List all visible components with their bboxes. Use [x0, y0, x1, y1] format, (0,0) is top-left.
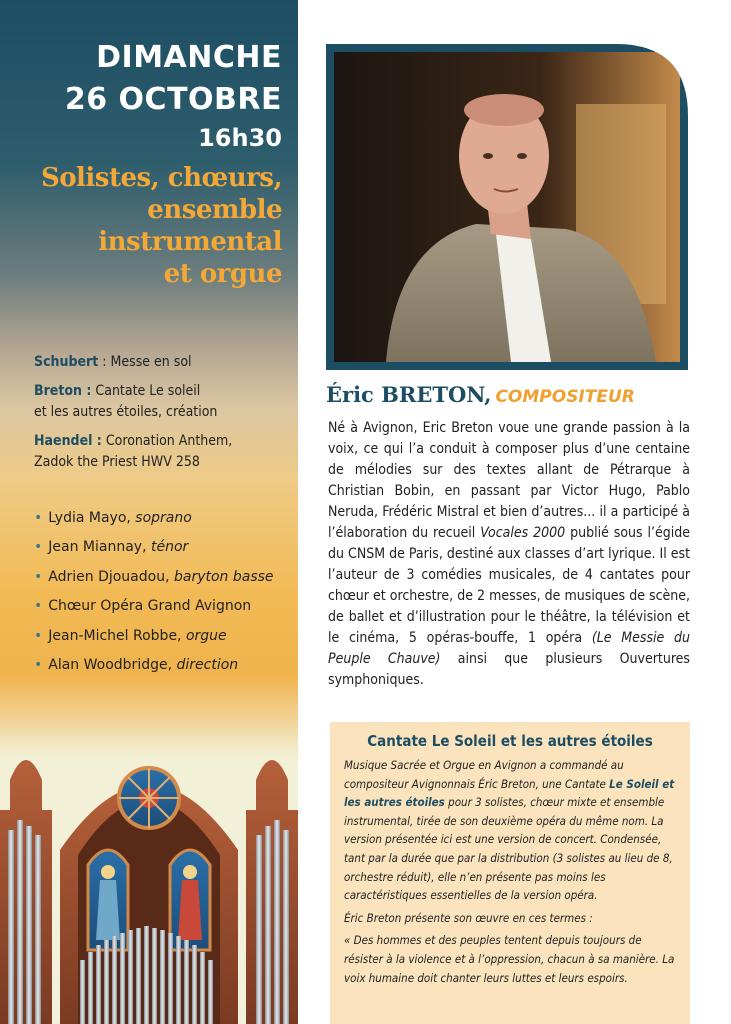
performer-role: soprano [135, 510, 192, 526]
bullet-icon: • [34, 510, 43, 526]
event-time: 16h30 [198, 124, 282, 152]
performer-name: Alan Woodbridge, [48, 656, 177, 673]
bio-text: ainsi que plusieurs Ouvertures symphoniques. [328, 651, 690, 688]
left-column [0, 0, 298, 1024]
cantata-info-box [330, 722, 690, 1024]
event-subtitle [2, 162, 282, 290]
composer-portrait [326, 44, 688, 370]
program-work: Messe en sol [110, 354, 192, 370]
program-work: Cantate Le soleil [95, 383, 201, 399]
subtitle-line: ensemble [147, 195, 282, 225]
box-text: pour 3 solistes, chœur mixte et ensemble instrumental, tirée de son deuxième opéra du même nom. La version présentée ici est une version de concert. Condensée, tant par la durée que par la distribution (3 solistes au lieu de 8, orchestre réduit), elle n’en présente pas moins les caractéristiques essentielles de la version opéra. [344, 795, 673, 903]
composer-name: Éric BRETON, [326, 382, 492, 407]
bullet-icon: • [34, 627, 43, 644]
box-title: Cantate Le Soleil et les autres étoiles [367, 732, 653, 750]
program-item [34, 431, 284, 473]
program-work: Coronation Anthem, [105, 433, 233, 449]
performer-name: Jean Miannay, [48, 539, 151, 556]
box-paragraph: « Des hommes et des peuples tentent depuis toujours de résister à la violence et à l’oppression, chacun à sa manière. La voix humaine doit chanter leurs luttes et leurs espoirs. [344, 933, 675, 985]
performer-item [34, 508, 294, 537]
program-composer: Breton : [34, 383, 92, 399]
program-separator: : [98, 354, 111, 370]
event-date: 26 OCTOBRE [64, 82, 282, 117]
box-paragraph: Éric Breton présente son œuvre en ces termes : [344, 910, 593, 925]
bio-italic: Vocales 2000 [480, 525, 566, 541]
program-composer: Schubert [34, 354, 99, 370]
bullet-icon: • [34, 568, 43, 585]
bullet-icon: • [34, 539, 43, 556]
box-text: Musique Sacrée et Orgue en Avignon a commandé au compositeur Avignonnais Éric Breton, une Cantate [344, 758, 624, 791]
bullet-icon: • [34, 656, 43, 673]
program-list [34, 352, 284, 481]
performer-role: orgue [185, 627, 227, 644]
performer-list [34, 508, 294, 684]
subtitle-line: instrumental [98, 227, 282, 257]
box-highlight: Le Soleil et les autres étoiles [344, 776, 675, 810]
bullet-icon: • [34, 598, 43, 615]
performer-item [34, 596, 294, 625]
performer-role: ténor [150, 539, 189, 556]
performer-name: Adrien Djouadou, [48, 568, 174, 585]
subtitle-line: et orgue [163, 259, 282, 289]
performer-item [34, 567, 294, 596]
composer-biography [328, 418, 690, 691]
performer-name: Lydia Mayo, [48, 510, 136, 526]
church-organ-illustration [0, 740, 298, 1024]
program-work-continued: Zadok the Priest HWV 258 [34, 454, 200, 470]
event-day: DIMANCHE [96, 40, 282, 75]
performer-role: direction [176, 656, 239, 673]
performer-name: Jean-Michel Robbe, [48, 627, 186, 644]
program-work-continued: et les autres étoiles, création [34, 404, 218, 420]
composer-role: COMPOSITEUR [495, 387, 635, 407]
performer-item [34, 626, 294, 655]
bio-text: publié sous l’égide du CNSM de Paris, destiné aux classes d’art lyrique. Il est l’auteur de 3 comédies musicales, de 4 cantates pour chœur et orchestre, de 2 messes, de musiques de scène, de ballet et d’illustration pour le théâtre, la télévision et le cinéma, 5 opéras-bouffe, 1 opéra [328, 525, 690, 646]
performer-item [34, 655, 294, 684]
subtitle-line: Solistes, chœurs, [40, 163, 282, 193]
performer-name: Chœur Opéra Grand Avignon [48, 598, 252, 615]
program-composer: Haendel : [34, 433, 102, 449]
performer-item [34, 537, 294, 566]
box-paragraph [344, 756, 676, 905]
program-item [34, 381, 284, 423]
performer-role: baryton basse [173, 568, 274, 585]
bio-italic: (Le Messie du Peuple Chauve) [328, 630, 690, 667]
bio-text: Né à Avignon, Eric Breton voue une grande passion à la voix, ce qui l’a conduit à composer plus d’une centaine de mélodies sur des textes allant de Pétrarque à Christian Bobin, en passant par Victor Hugo, Pablo Neruda, Frédéric Mistral et bien d’autres... il a participé à l’élaboration du recueil [328, 420, 690, 541]
program-item [34, 352, 284, 373]
composer-heading [326, 382, 706, 407]
